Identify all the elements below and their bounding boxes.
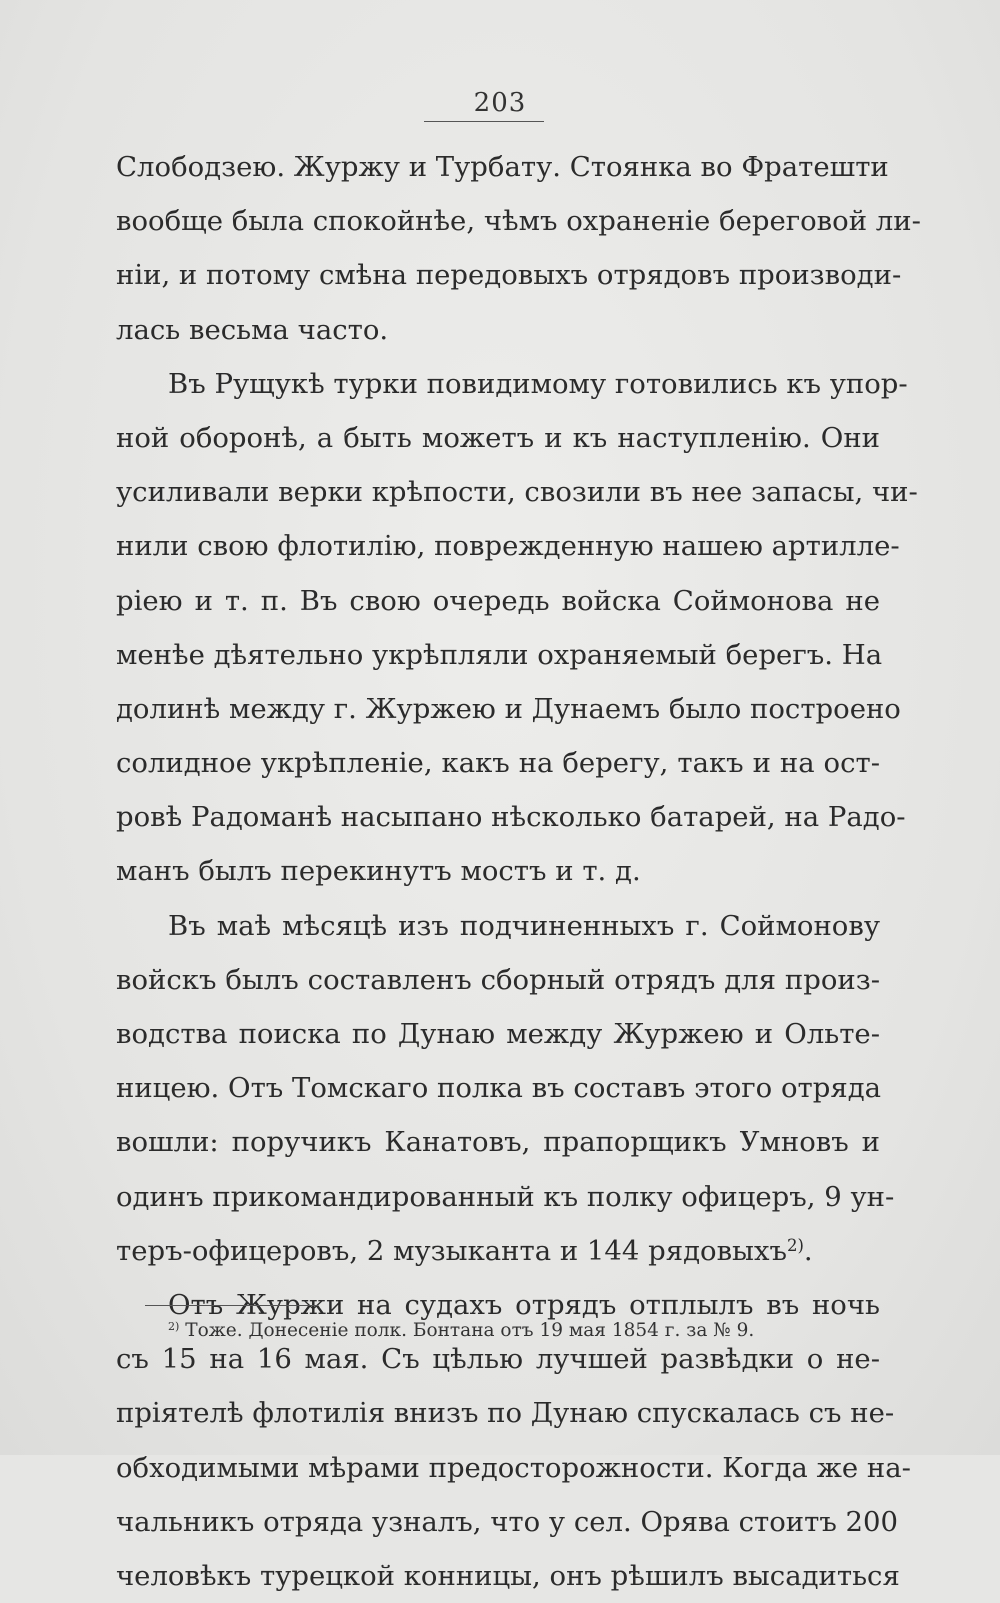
text-line <box>116 411 880 465</box>
line-text: ніи, и потому смѣна передовыхъ отрядовъ производи- <box>116 259 902 292</box>
line-text: манъ былъ перекинутъ мостъ и т. д. <box>116 855 641 888</box>
line-text: менѣе дѣятельно укрѣпляли охраняемый берегъ. На <box>116 638 883 671</box>
footnote-mark: 2) <box>168 1319 180 1333</box>
line-text: Въ Рущукѣ турки повидимому готовились къ упор- <box>168 367 908 400</box>
line-text: обходимыми мѣрами предосторожности. Когда же на- <box>116 1451 911 1484</box>
line-text: съ 15 на 16 мая. Съ цѣлью лучшей развѣдки о не- <box>116 1343 880 1376</box>
text-line <box>116 1386 895 1440</box>
text-line <box>116 790 906 844</box>
text-line <box>116 736 880 790</box>
text-line <box>116 953 880 1007</box>
line-text: усиливали верки крѣпости, свозили въ нее запасы, чи- <box>116 476 918 509</box>
page-number-rule <box>424 121 544 122</box>
line-text: человѣкъ турецкой конницы, онъ рѣшилъ высадиться <box>116 1559 900 1592</box>
page-number: 203 <box>473 88 527 118</box>
line-text: ровѣ Радоманѣ насыпано нѣсколько батарей, на Радо- <box>116 801 906 834</box>
line-text: пріятелѣ флотилія внизъ по Дунаю спускалась съ не- <box>116 1397 895 1430</box>
text-line <box>116 1007 880 1061</box>
line-text: ной оборонѣ, а быть можетъ и къ наступленію. Они <box>116 421 880 454</box>
line-text: водства поиска по Дунаю между Журжею и Ольте- <box>116 1018 880 1050</box>
line-text: долинѣ между г. Журжею и Дунаемъ было построено <box>116 692 901 725</box>
text-line <box>116 1441 911 1495</box>
text-line <box>116 248 902 302</box>
closing-punctuation: . <box>803 1234 813 1267</box>
text-line <box>116 1549 900 1603</box>
footnote-separator <box>145 1305 318 1306</box>
line-text: Слободзею. Журжу и Турбату. Стоянка во Фратешти <box>116 151 889 183</box>
line-text: лась весьма часто. <box>116 313 389 346</box>
text-line <box>116 140 889 194</box>
text-line <box>116 1224 880 1278</box>
line-text: войскъ былъ составленъ сборный отрядъ для произ- <box>116 963 880 996</box>
line-text: ріею и т. п. Въ свою очередь войска Соймонова не <box>116 584 880 617</box>
line-text: Отъ Журжи на судахъ отрядъ отплылъ въ ночь <box>168 1288 880 1321</box>
line-text: теръ-офицеровъ, 2 музыканта и 144 рядовыхъ <box>116 1234 787 1267</box>
line-text: солидное укрѣпленіе, какъ на берегу, такъ и на ост- <box>116 747 880 780</box>
text-line <box>116 1170 895 1224</box>
text-line <box>116 465 918 519</box>
text-line <box>116 574 880 628</box>
line-text: Въ маѣ мѣсяцѣ изъ подчиненныхъ г. Соймонову <box>168 909 880 942</box>
text-line <box>116 194 921 248</box>
main-text <box>116 140 921 1603</box>
text-line <box>116 1061 880 1115</box>
text-line <box>116 1495 899 1549</box>
paragraph <box>116 140 921 357</box>
text-line <box>116 628 883 682</box>
text-line <box>116 899 880 953</box>
text-line <box>116 682 901 736</box>
text-line <box>116 357 908 411</box>
footnote <box>168 1318 868 1344</box>
line-text: чальникъ отряда узналъ, что у сел. Орява стоитъ 200 <box>116 1505 899 1538</box>
line-text: нили свою флотилію, поврежденную нашею артилле- <box>116 530 900 563</box>
line-text: вообще была спокойнѣе, чѣмъ охраненіе береговой ли- <box>116 205 921 238</box>
footnote-reference: 2) <box>786 1235 804 1255</box>
paragraph <box>116 899 895 1278</box>
footnote-text: Тоже. Донесеніе полк. Бонтана отъ 19 мая 1854 г. за № 9. <box>179 1320 755 1341</box>
line-text: одинъ прикомандированный къ полку офицеръ, 9 ун- <box>116 1180 895 1213</box>
text-line <box>116 844 880 898</box>
line-text: ницею. Отъ Томскаго полка въ составъ этого отряда <box>116 1072 882 1105</box>
line-text: вошли: поручикъ Канатовъ, прапорщикъ Умновъ и <box>116 1126 880 1159</box>
paragraph <box>116 357 918 899</box>
text-line <box>116 1115 880 1169</box>
text-line <box>116 519 900 573</box>
text-line <box>116 303 880 357</box>
